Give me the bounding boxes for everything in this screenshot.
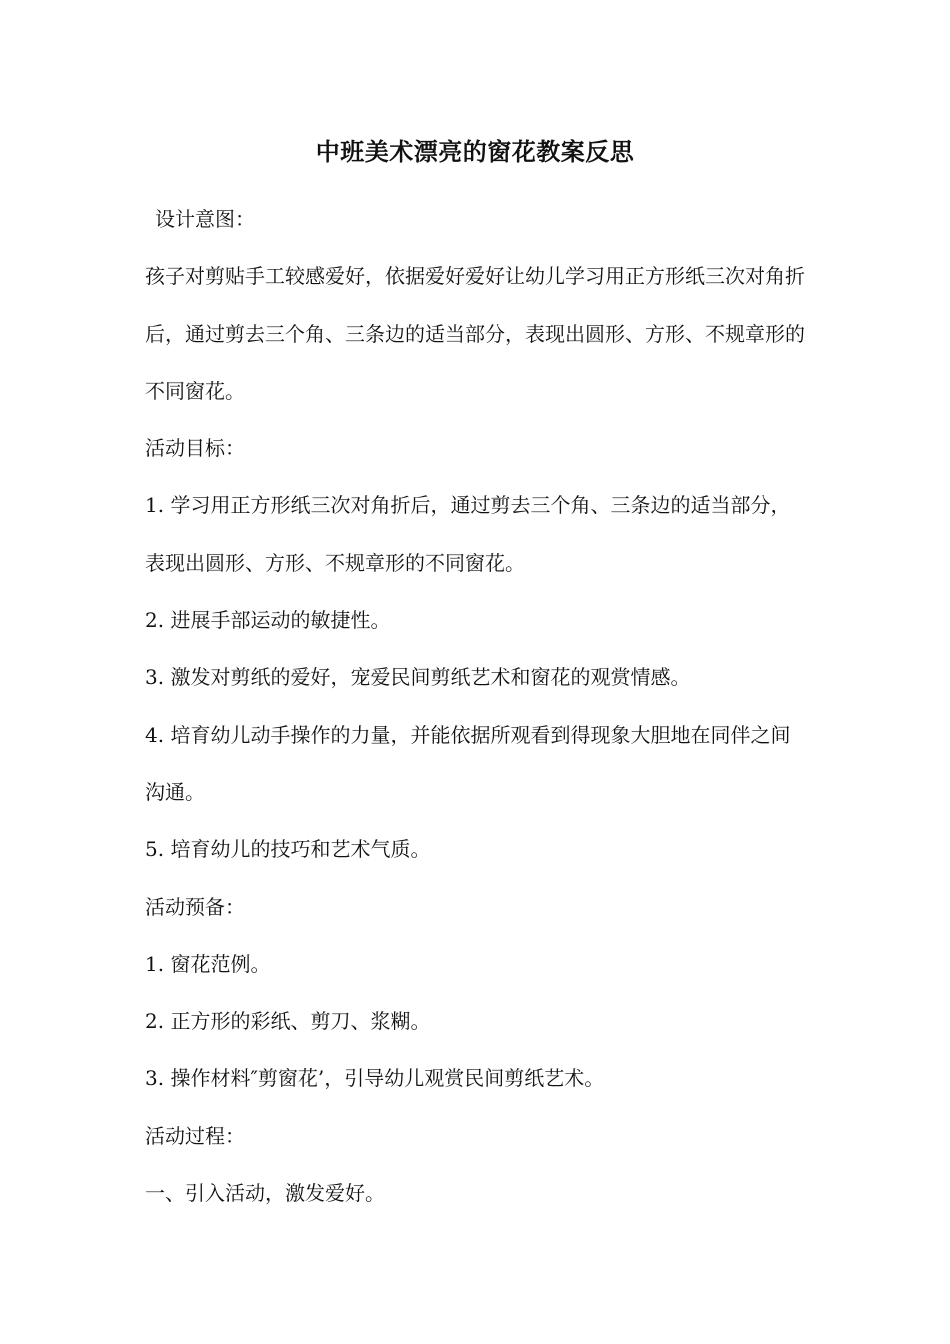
paragraph-process-heading: 活动过程： <box>145 1123 245 1148</box>
paragraph-prep-3: 3. 操作材料″剪窗花’，引导幼儿观赏民间剪纸艺术。 <box>145 1066 605 1091</box>
paragraph-prep-heading: 活动预备： <box>145 894 245 919</box>
document-body <box>145 191 810 1222</box>
paragraph-design-intent: 孩子对剪贴手工较感爱好，依据爱好爱好让幼儿学习用正方形纸三次对角折后，通过剪去三个角、三条边的适当部分，表现出圆形、方形、不规章形的不同窗花。 <box>145 264 805 403</box>
paragraph-prep-1: 1. 窗花范例。 <box>145 951 271 976</box>
document-title: 中班美术漂亮的窗花教案反思 <box>315 137 635 166</box>
paragraph-prep-2: 2. 正方形的彩纸、剪刀、浆糊。 <box>145 1009 431 1034</box>
paragraph-goal-3: 3. 激发对剪纸的爱好，宠爱民间剪纸艺术和窗花的观赏情感。 <box>145 665 691 690</box>
paragraph-process-step-1: 一、引入活动，激发爱好。 <box>145 1181 385 1206</box>
paragraph-goals-heading: 活动目标： <box>145 436 245 461</box>
paragraph-design-intent-heading: 设计意图： <box>155 207 255 231</box>
paragraph-goal-4: 4. 培育幼儿动手操作的力量，并能依据所观看到得现象大胆地在同伴之间沟通。 <box>145 722 791 804</box>
paragraph-goal-1: 1. 学习用正方形纸三次对角折后，通过剪去三个角、三条边的适当部分，表现出圆形、方形、不规章形的不同窗花。 <box>145 493 791 575</box>
paragraph-goal-5: 5. 培育幼儿的技巧和艺术气质。 <box>145 837 431 862</box>
paragraph-goal-2: 2. 进展手部运动的敏捷性。 <box>145 608 391 633</box>
